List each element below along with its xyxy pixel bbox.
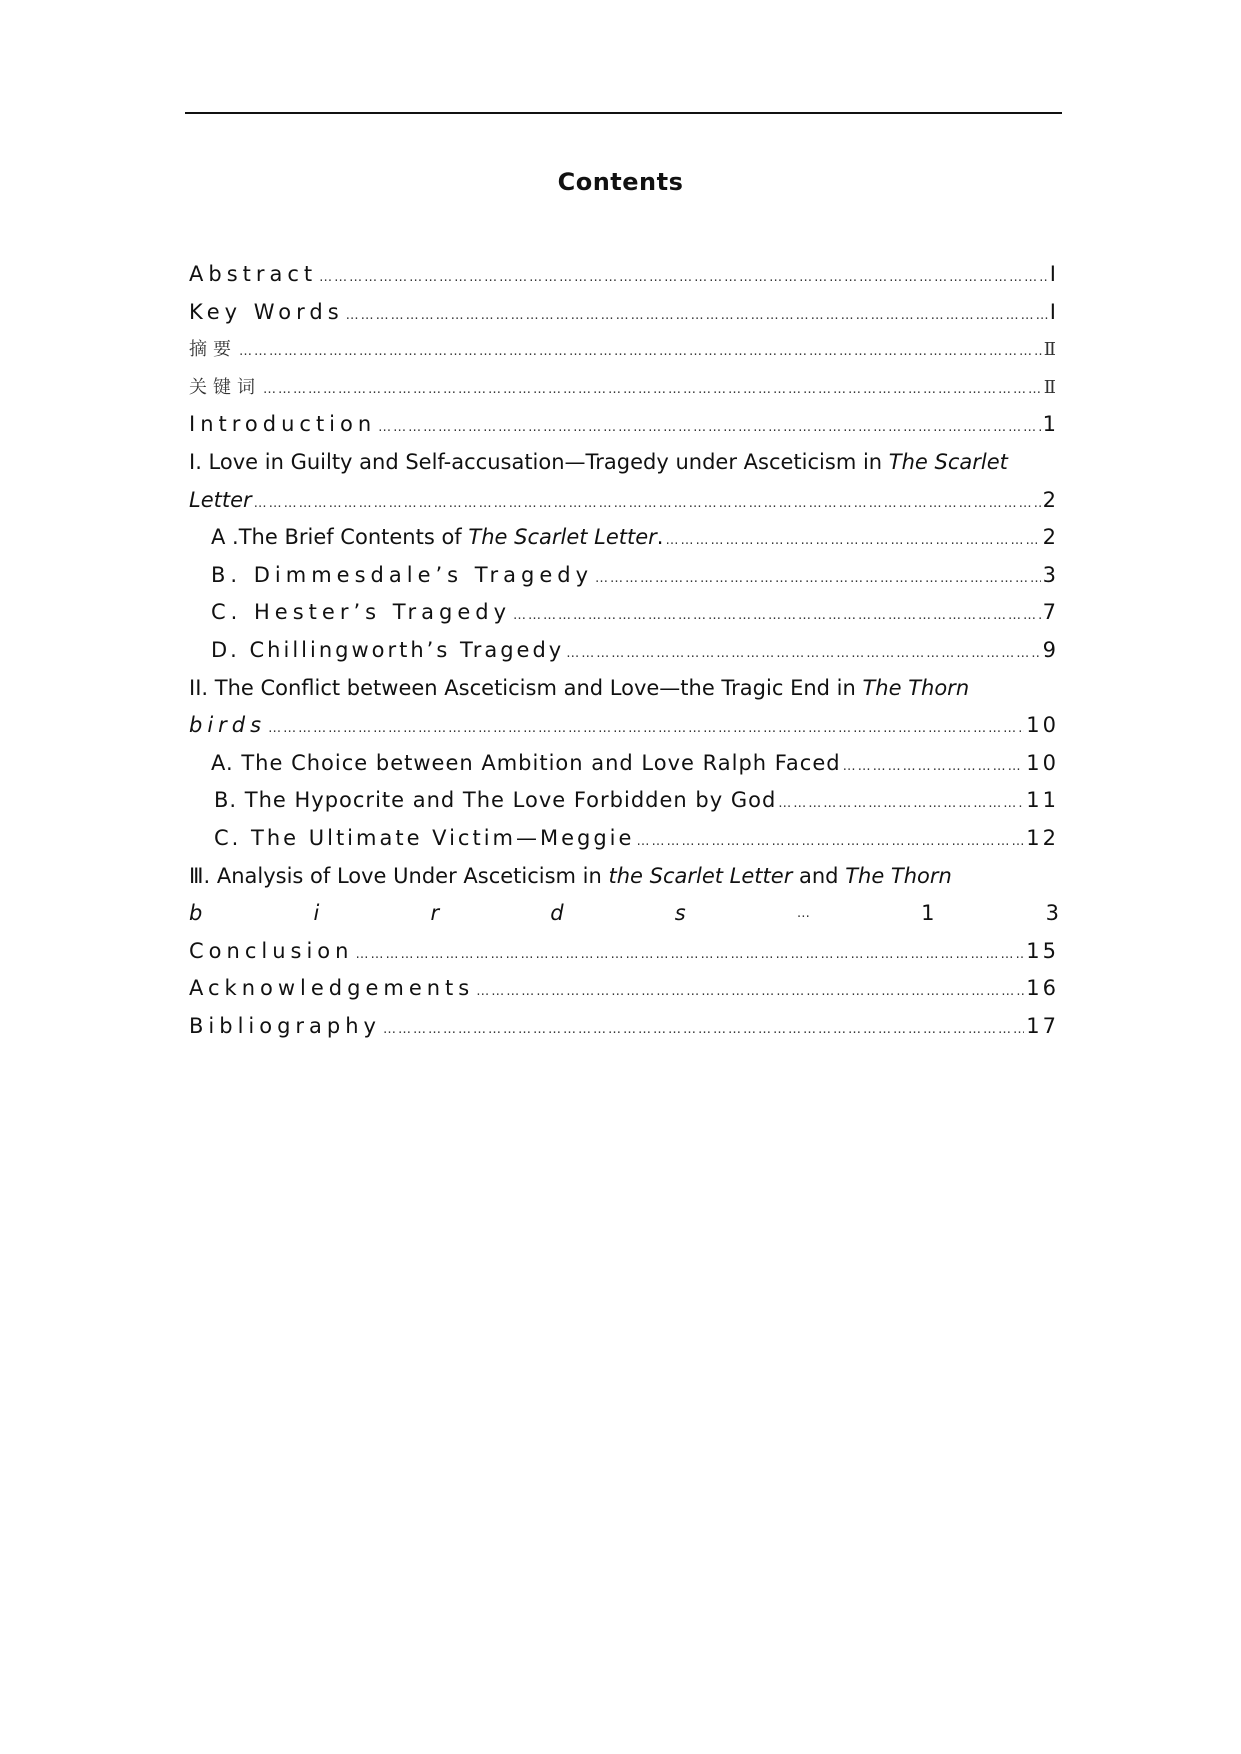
toc-page-number: 3 <box>1042 562 1059 587</box>
toc-label-italic: The Scarlet <box>888 449 1008 474</box>
toc-entry-part-1a[interactable] <box>189 519 1059 557</box>
toc-label: 关键词 <box>189 376 261 398</box>
toc-page-number: 17 <box>1026 1013 1059 1038</box>
toc-entry-part-2b[interactable] <box>189 782 1059 820</box>
dot-leader <box>636 823 1024 861</box>
toc-char: b <box>189 901 203 926</box>
toc-entry-acknowledgements[interactable] <box>189 970 1059 1008</box>
toc-label-line1 <box>189 670 969 708</box>
header-rule <box>185 112 1062 114</box>
toc-char: d <box>550 901 564 926</box>
toc-page-number: 2 <box>1042 487 1059 512</box>
toc-char: r <box>430 901 440 926</box>
dot-leader <box>595 560 1041 598</box>
toc-label-italic: The Thorn <box>845 863 952 888</box>
toc-label: C. Hester’s Tragedy <box>211 600 511 625</box>
toc-entry-abstract[interactable] <box>189 256 1059 294</box>
toc-label-line2-justified <box>189 895 1059 933</box>
toc-entry-part-1c[interactable] <box>189 594 1059 632</box>
toc-page-number: Ⅱ <box>1043 339 1059 361</box>
toc-char: … <box>796 906 810 922</box>
toc-label-italic: The Thorn <box>862 675 970 700</box>
toc-page-number: 16 <box>1026 976 1059 1001</box>
toc-page-number: 2 <box>1042 525 1059 550</box>
toc-label: Conclusion <box>189 938 354 963</box>
toc-char: i <box>313 901 320 926</box>
toc-label-text: A .The Brief Contents of <box>211 525 469 550</box>
toc-page-number: 9 <box>1042 637 1059 662</box>
dot-leader <box>665 522 1040 560</box>
toc-entry-bibliography[interactable] <box>189 1008 1059 1046</box>
toc-entry-part-1d[interactable] <box>189 632 1059 670</box>
toc-label-line2: birds <box>189 713 267 738</box>
toc-entry-guanjianci[interactable] <box>189 369 1059 407</box>
toc-label: Abstract <box>189 262 318 286</box>
toc-page-number: 10 <box>1026 750 1059 775</box>
toc-label-line2: Letter <box>189 487 252 512</box>
dot-leader <box>383 1011 1024 1049</box>
toc-page-number: 1 <box>1042 412 1059 437</box>
dot-leader <box>476 973 1024 1011</box>
toc-char: s <box>674 901 686 926</box>
dot-leader <box>268 710 1024 748</box>
toc-entry-conclusion[interactable] <box>189 933 1059 971</box>
dot-leader <box>843 748 1025 786</box>
toc-entry-zhaiyao[interactable] <box>189 331 1059 369</box>
toc-label: C. The Ultimate Victim—Meggie <box>214 825 635 850</box>
toc-label <box>211 519 663 557</box>
toc-page-number: Ⅱ <box>1043 376 1059 398</box>
toc-page-digit: 1 <box>921 901 935 926</box>
toc-label: 摘要 <box>189 339 237 361</box>
toc-label: B. The Hypocrite and The Love Forbidden by God <box>214 788 777 813</box>
toc-entry-keywords[interactable] <box>189 294 1059 332</box>
toc-label: D. Chillingworth’s Tragedy <box>211 637 565 662</box>
dot-leader <box>378 409 1040 447</box>
dot-leader <box>254 485 1041 523</box>
toc-label: B. Dimmesdale’s Tragedy <box>211 562 594 587</box>
toc-label-text: . <box>656 525 664 550</box>
dot-leader <box>239 333 1042 371</box>
toc-page-number: 12 <box>1026 825 1059 850</box>
toc-label-italic: The Scarlet Letter <box>468 525 657 550</box>
toc-label-text: I. Love in Guilty and Self-accusation—Tragedy under Asceticism in <box>189 449 889 474</box>
toc-page-number: I <box>1049 262 1059 286</box>
toc-entry-part-3[interactable] <box>189 858 1059 933</box>
toc-page-number: 10 <box>1026 713 1059 738</box>
table-of-contents <box>189 256 1059 1045</box>
toc-page-number: 11 <box>1026 788 1059 813</box>
toc-label-text: Ⅲ. Analysis of Love Under Asceticism in <box>189 863 609 888</box>
toc-entry-part-2c[interactable] <box>189 820 1059 858</box>
toc-page-number: 15 <box>1026 938 1059 963</box>
toc-page-number: 7 <box>1042 600 1059 625</box>
toc-label-italic: the Scarlet Letter <box>608 863 793 888</box>
toc-label: A. The Choice between Ambition and Love Ralph Faced <box>211 750 841 775</box>
toc-label-line1 <box>189 444 1008 482</box>
toc-entry-introduction[interactable] <box>189 406 1059 444</box>
page-title: Contents <box>557 168 684 196</box>
dot-leader <box>263 371 1042 409</box>
toc-label: Introduction <box>189 412 377 437</box>
toc-label: Key Words <box>189 299 344 324</box>
toc-page-number: I <box>1049 299 1059 324</box>
toc-label: Acknowledgements <box>189 976 475 1001</box>
toc-entry-part-2a[interactable] <box>189 745 1059 783</box>
toc-label: Bibliography <box>189 1013 381 1038</box>
dot-leader <box>319 259 1048 297</box>
dot-leader <box>346 297 1048 335</box>
toc-entry-part-2[interactable] <box>189 670 1059 745</box>
dot-leader <box>566 635 1040 673</box>
toc-page-digit: 3 <box>1045 901 1059 926</box>
toc-entry-part-1b[interactable] <box>189 557 1059 595</box>
dot-leader <box>513 597 1041 635</box>
dot-leader <box>355 936 1024 974</box>
toc-label-line1 <box>189 858 952 896</box>
toc-entry-part-1[interactable] <box>189 444 1059 519</box>
toc-label-text: and <box>792 863 846 888</box>
dot-leader <box>778 785 1024 823</box>
toc-label-text: II. The Conflict between Asceticism and Love—the Tragic End in <box>189 675 863 700</box>
